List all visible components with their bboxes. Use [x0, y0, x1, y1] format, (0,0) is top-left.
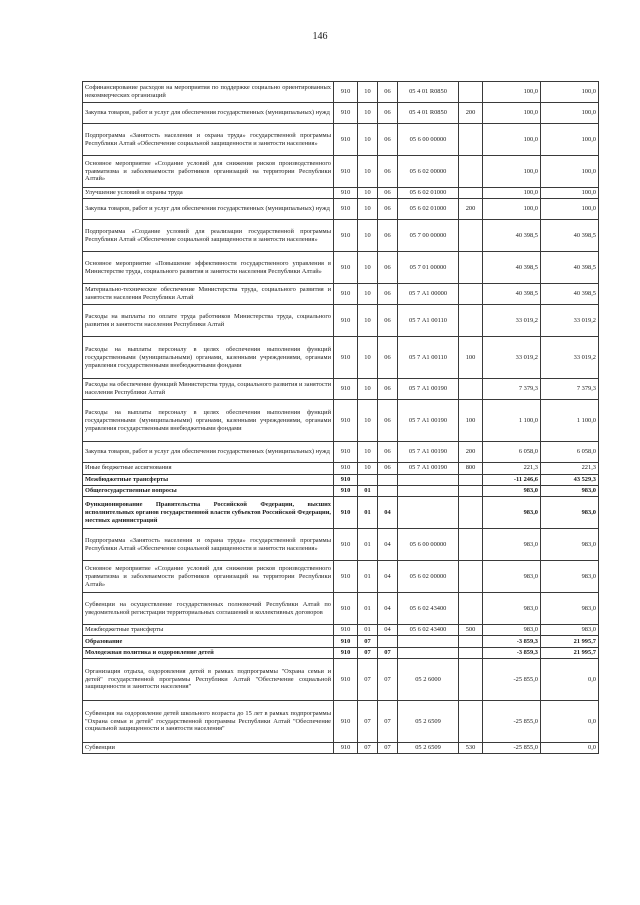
cell-target-article: 05 6 02 00000 [398, 561, 459, 593]
cell-sum-change: 33 019,2 [483, 337, 541, 379]
cell-grbs: 910 [334, 305, 358, 337]
cell-target-article: 05 4 01 R0850 [398, 82, 459, 103]
cell-grbs: 910 [334, 103, 358, 124]
table-row [83, 529, 599, 561]
cell-target-article: 05 6 02 01000 [398, 188, 459, 199]
cell-sum-total: 100,0 [541, 124, 599, 156]
cell-subsection: 06 [378, 188, 398, 199]
cell-subsection: 06 [378, 400, 398, 442]
table-row [83, 284, 599, 305]
cell-subsection: 04 [378, 497, 398, 529]
cell-grbs: 910 [334, 199, 358, 220]
cell-expense-type [459, 156, 483, 188]
cell-subsection: 06 [378, 284, 398, 305]
cell-name: Основное мероприятие «Повышение эффективности государственного управления в Министерстве труда, социального развития и занятости населения Республики Алтай» [83, 252, 334, 284]
cell-sum-total: 33 019,2 [541, 305, 599, 337]
cell-sum-change: -11 246,6 [483, 474, 541, 485]
budget-table [82, 81, 599, 754]
cell-sum-total: 100,0 [541, 156, 599, 188]
cell-sum-total: 1 100,0 [541, 400, 599, 442]
cell-subsection [378, 485, 398, 496]
cell-grbs: 910 [334, 252, 358, 284]
cell-section: 10 [358, 400, 378, 442]
cell-target-article: 05 7 А1 00190 [398, 379, 459, 400]
cell-expense-type [459, 700, 483, 742]
cell-target-article: 05 4 01 R0850 [398, 103, 459, 124]
table-row [83, 700, 599, 742]
cell-expense-type [459, 529, 483, 561]
cell-name: Общегосударственные вопросы [83, 485, 334, 496]
cell-expense-type: 800 [459, 463, 483, 474]
cell-section: 01 [358, 593, 378, 625]
cell-name: Закупка товаров, работ и услуг для обеспечения государственных (муниципальных) нужд [83, 199, 334, 220]
cell-name: Образование [83, 636, 334, 647]
table-row [83, 647, 599, 658]
cell-subsection: 06 [378, 82, 398, 103]
cell-target-article: 05 7 А1 00190 [398, 400, 459, 442]
cell-expense-type [459, 647, 483, 658]
cell-expense-type: 100 [459, 337, 483, 379]
table-row [83, 220, 599, 252]
cell-section: 01 [358, 485, 378, 496]
cell-sum-total: 983,0 [541, 485, 599, 496]
table-row [83, 188, 599, 199]
table-row [83, 305, 599, 337]
cell-grbs: 910 [334, 220, 358, 252]
cell-sum-total: 6 058,0 [541, 442, 599, 463]
cell-subsection: 06 [378, 463, 398, 474]
cell-grbs: 910 [334, 82, 358, 103]
cell-target-article: 05 6 02 01000 [398, 199, 459, 220]
cell-name: Закупка товаров, работ и услуг для обеспечения государственных (муниципальных) нужд [83, 442, 334, 463]
cell-section: 10 [358, 156, 378, 188]
cell-expense-type [459, 474, 483, 485]
table-row [83, 124, 599, 156]
cell-name: Межбюджетные трансферты [83, 474, 334, 485]
table-row [83, 636, 599, 647]
cell-target-article: 05 6 00 00000 [398, 529, 459, 561]
cell-sum-change: 33 019,2 [483, 305, 541, 337]
cell-sum-total: 40 398,5 [541, 252, 599, 284]
cell-sum-change: 100,0 [483, 188, 541, 199]
cell-grbs: 910 [334, 529, 358, 561]
table-row [83, 561, 599, 593]
cell-sum-change: 221,3 [483, 463, 541, 474]
cell-sum-total: 0,0 [541, 700, 599, 742]
cell-section: 07 [358, 647, 378, 658]
cell-section: 07 [358, 658, 378, 700]
cell-sum-total: 983,0 [541, 529, 599, 561]
cell-sum-change: 100,0 [483, 82, 541, 103]
cell-sum-total: 983,0 [541, 625, 599, 636]
cell-section: 01 [358, 497, 378, 529]
cell-expense-type: 200 [459, 199, 483, 220]
table-row [83, 742, 599, 753]
cell-section: 10 [358, 82, 378, 103]
cell-name: Функционирование Правительства Российской Федерации, высших исполнительных органов государственной власти субъектов Российской Федерации, местных администраций [83, 497, 334, 529]
cell-name: Подпрограмма «Занятость населения и охрана труда» государственной программы Республики Алтай «Обеспечение социальной защищенности и занятости населения» [83, 529, 334, 561]
cell-name: Молодежная политика и оздоровление детей [83, 647, 334, 658]
cell-grbs: 910 [334, 400, 358, 442]
cell-section: 10 [358, 252, 378, 284]
cell-sum-total: 21 995,7 [541, 647, 599, 658]
cell-subsection: 04 [378, 561, 398, 593]
cell-sum-change: 40 398,5 [483, 284, 541, 305]
cell-target-article [398, 647, 459, 658]
cell-grbs: 910 [334, 474, 358, 485]
cell-subsection: 06 [378, 442, 398, 463]
cell-sum-total: 983,0 [541, 497, 599, 529]
cell-subsection: 06 [378, 379, 398, 400]
table-row [83, 199, 599, 220]
cell-name: Расходы на выплаты персоналу в целях обеспечения выполнения функций государственными (муниципальными) органами, казенными учреждениями, органами управления государственными внебюджетными фондами [83, 400, 334, 442]
table-row [83, 379, 599, 400]
cell-name: Организация отдыха, оздоровления детей в рамках подпрограммы "Охрана семьи и детей" государственной программы Республики Алтай "Обеспечение социальной защищенности и занятости населения" [83, 658, 334, 700]
cell-section: 10 [358, 379, 378, 400]
cell-sum-change: 100,0 [483, 103, 541, 124]
cell-subsection: 07 [378, 742, 398, 753]
cell-subsection: 06 [378, 124, 398, 156]
table-row [83, 658, 599, 700]
cell-name: Софинансирование расходов на мероприятия по поддержке социально ориентированных некоммерческих организаций [83, 82, 334, 103]
cell-sum-total: 7 379,3 [541, 379, 599, 400]
cell-expense-type [459, 252, 483, 284]
cell-subsection: 06 [378, 199, 398, 220]
cell-sum-change: 100,0 [483, 124, 541, 156]
cell-sum-change: 6 058,0 [483, 442, 541, 463]
cell-expense-type: 100 [459, 400, 483, 442]
cell-expense-type: 500 [459, 625, 483, 636]
cell-sum-change: -3 859,3 [483, 647, 541, 658]
cell-expense-type [459, 485, 483, 496]
cell-expense-type: 200 [459, 103, 483, 124]
cell-target-article [398, 636, 459, 647]
cell-sum-total: 221,3 [541, 463, 599, 474]
cell-grbs: 910 [334, 561, 358, 593]
cell-grbs: 910 [334, 188, 358, 199]
cell-name: Подпрограмма «Занятость населения и охрана труда» государственной программы Республики Алтай «Обеспечение социальной защищенности и занятости населения» [83, 124, 334, 156]
cell-sum-change: 100,0 [483, 156, 541, 188]
cell-target-article: 05 7 А1 00110 [398, 337, 459, 379]
cell-sum-change: 40 398,5 [483, 252, 541, 284]
cell-sum-change: 40 398,5 [483, 220, 541, 252]
table-row [83, 82, 599, 103]
cell-target-article: 05 6 02 43400 [398, 593, 459, 625]
cell-grbs: 910 [334, 379, 358, 400]
cell-sum-total: 983,0 [541, 561, 599, 593]
cell-name: Основное мероприятие «Создание условий для снижения рисков производственного травматизма и заболеваемости работников организаций на территории Республики Алтай» [83, 561, 334, 593]
cell-section: 07 [358, 742, 378, 753]
cell-target-article: 05 6 02 00000 [398, 156, 459, 188]
cell-section: 07 [358, 700, 378, 742]
table-row [83, 497, 599, 529]
cell-sum-change: 983,0 [483, 625, 541, 636]
cell-section: 01 [358, 625, 378, 636]
cell-sum-change: 983,0 [483, 593, 541, 625]
cell-subsection: 06 [378, 337, 398, 379]
cell-sum-total: 33 019,2 [541, 337, 599, 379]
table-row [83, 625, 599, 636]
cell-grbs: 910 [334, 593, 358, 625]
cell-section: 10 [358, 220, 378, 252]
cell-subsection: 07 [378, 647, 398, 658]
table-row [83, 252, 599, 284]
cell-sum-change: 1 100,0 [483, 400, 541, 442]
cell-name: Расходы на обеспечение функций Министерства труда, социального развития и занятости населения Республики Алтай [83, 379, 334, 400]
cell-expense-type: 200 [459, 442, 483, 463]
cell-subsection: 07 [378, 658, 398, 700]
cell-section: 10 [358, 199, 378, 220]
table-row [83, 442, 599, 463]
cell-expense-type [459, 658, 483, 700]
table-row [83, 103, 599, 124]
page-number: 146 [312, 31, 328, 42]
cell-expense-type [459, 561, 483, 593]
cell-target-article: 05 2 6509 [398, 700, 459, 742]
cell-subsection: 04 [378, 625, 398, 636]
table-row [83, 593, 599, 625]
cell-sum-change: -3 859,3 [483, 636, 541, 647]
cell-section: 10 [358, 124, 378, 156]
cell-name: Иные бюджетные ассигнования [83, 463, 334, 474]
cell-name: Расходы на выплаты персоналу в целях обеспечения выполнения функций государственными (муниципальными) органами, казенными учреждениями, органами управления государственными внебюджетными фондами [83, 337, 334, 379]
cell-name: Субвенции на осуществление государственных полномочий Республики Алтай по уведомительной регистрации территориальных соглашений и коллективных договоров [83, 593, 334, 625]
cell-sum-total: 0,0 [541, 742, 599, 753]
cell-name: Материально-техническое обеспечение Министерства труда, социального развития и занятости населения Республики Алтай [83, 284, 334, 305]
cell-grbs: 910 [334, 647, 358, 658]
cell-grbs: 910 [334, 284, 358, 305]
cell-sum-total: 0,0 [541, 658, 599, 700]
cell-sum-change: 983,0 [483, 561, 541, 593]
cell-grbs: 910 [334, 124, 358, 156]
cell-sum-total: 40 398,5 [541, 284, 599, 305]
cell-section: 10 [358, 284, 378, 305]
cell-target-article: 05 7 А1 00000 [398, 284, 459, 305]
cell-sum-change: -25 855,0 [483, 700, 541, 742]
cell-expense-type [459, 124, 483, 156]
cell-target-article [398, 497, 459, 529]
cell-section: 10 [358, 442, 378, 463]
cell-expense-type [459, 305, 483, 337]
cell-sum-total: 100,0 [541, 103, 599, 124]
cell-section: 10 [358, 103, 378, 124]
cell-subsection: 06 [378, 156, 398, 188]
cell-expense-type [459, 636, 483, 647]
cell-grbs: 910 [334, 156, 358, 188]
cell-grbs: 910 [334, 485, 358, 496]
cell-name: Закупка товаров, работ и услуг для обеспечения государственных (муниципальных) нужд [83, 103, 334, 124]
cell-expense-type [459, 220, 483, 252]
cell-subsection: 04 [378, 529, 398, 561]
cell-sum-change: 983,0 [483, 529, 541, 561]
cell-sum-change: 7 379,3 [483, 379, 541, 400]
cell-grbs: 910 [334, 442, 358, 463]
cell-sum-change: 100,0 [483, 199, 541, 220]
cell-section: 01 [358, 529, 378, 561]
cell-sum-total: 43 529,3 [541, 474, 599, 485]
cell-section: 10 [358, 188, 378, 199]
cell-subsection: 06 [378, 252, 398, 284]
cell-grbs: 910 [334, 658, 358, 700]
cell-subsection [378, 474, 398, 485]
cell-section: 10 [358, 305, 378, 337]
cell-expense-type [459, 284, 483, 305]
cell-name: Субвенции [83, 742, 334, 753]
cell-section: 07 [358, 636, 378, 647]
cell-target-article: 05 7 00 00000 [398, 220, 459, 252]
cell-expense-type [459, 497, 483, 529]
cell-section: 01 [358, 561, 378, 593]
table-row [83, 156, 599, 188]
cell-name: Подпрограмма «Создание условий для реализации государственной программы Республики Алтай «Обеспечение социальной защищенности и занятости населения» [83, 220, 334, 252]
cell-grbs: 910 [334, 497, 358, 529]
table-row [83, 463, 599, 474]
cell-subsection: 04 [378, 593, 398, 625]
cell-sum-total: 983,0 [541, 593, 599, 625]
cell-name: Расходы на выплаты по оплате труда работников Министерства труда, социального развития и занятости населения Республики Алтай [83, 305, 334, 337]
cell-name: Субвенция на оздоровление детей школьного возраста до 15 лет в рамках подпрограммы "Охрана семьи и детей" государственной программы Республики Алтай "Обеспечение социальной защищенности и занятости населения" [83, 700, 334, 742]
cell-name: Улучшение условий и охраны труда [83, 188, 334, 199]
cell-target-article [398, 474, 459, 485]
cell-name: Основное мероприятие «Создание условий для снижения рисков производственного травматизма и заболеваемости работников организаций на территории Республики Алтай» [83, 156, 334, 188]
cell-grbs: 910 [334, 700, 358, 742]
cell-target-article: 05 7 А1 00190 [398, 463, 459, 474]
cell-section: 10 [358, 337, 378, 379]
cell-sum-total: 100,0 [541, 188, 599, 199]
cell-grbs: 910 [334, 625, 358, 636]
cell-sum-total: 100,0 [541, 199, 599, 220]
cell-sum-total: 40 398,5 [541, 220, 599, 252]
table-row [83, 400, 599, 442]
cell-expense-type: 530 [459, 742, 483, 753]
table-row [83, 337, 599, 379]
cell-target-article: 05 7 А1 00110 [398, 305, 459, 337]
cell-target-article: 05 7 А1 00190 [398, 442, 459, 463]
cell-sum-change: 983,0 [483, 485, 541, 496]
cell-subsection [378, 636, 398, 647]
cell-target-article: 05 2 6000 [398, 658, 459, 700]
cell-target-article: 05 2 6509 [398, 742, 459, 753]
cell-grbs: 910 [334, 636, 358, 647]
cell-section: 10 [358, 463, 378, 474]
cell-subsection: 06 [378, 220, 398, 252]
cell-sum-change: 983,0 [483, 497, 541, 529]
table-row [83, 485, 599, 496]
cell-target-article: 05 6 00 00000 [398, 124, 459, 156]
cell-sum-change: -25 855,0 [483, 658, 541, 700]
cell-target-article: 05 7 01 00000 [398, 252, 459, 284]
cell-grbs: 910 [334, 337, 358, 379]
cell-target-article [398, 485, 459, 496]
cell-grbs: 910 [334, 463, 358, 474]
cell-grbs: 910 [334, 742, 358, 753]
cell-expense-type [459, 188, 483, 199]
cell-section [358, 474, 378, 485]
cell-expense-type [459, 593, 483, 625]
cell-expense-type [459, 82, 483, 103]
cell-sum-total: 100,0 [541, 82, 599, 103]
cell-expense-type [459, 379, 483, 400]
cell-target-article: 05 6 02 43400 [398, 625, 459, 636]
cell-sum-change: -25 855,0 [483, 742, 541, 753]
cell-subsection: 06 [378, 103, 398, 124]
cell-sum-total: 21 995,7 [541, 636, 599, 647]
cell-subsection: 07 [378, 700, 398, 742]
table-row [83, 474, 599, 485]
cell-subsection: 06 [378, 305, 398, 337]
cell-name: Межбюджетные трансферты [83, 625, 334, 636]
